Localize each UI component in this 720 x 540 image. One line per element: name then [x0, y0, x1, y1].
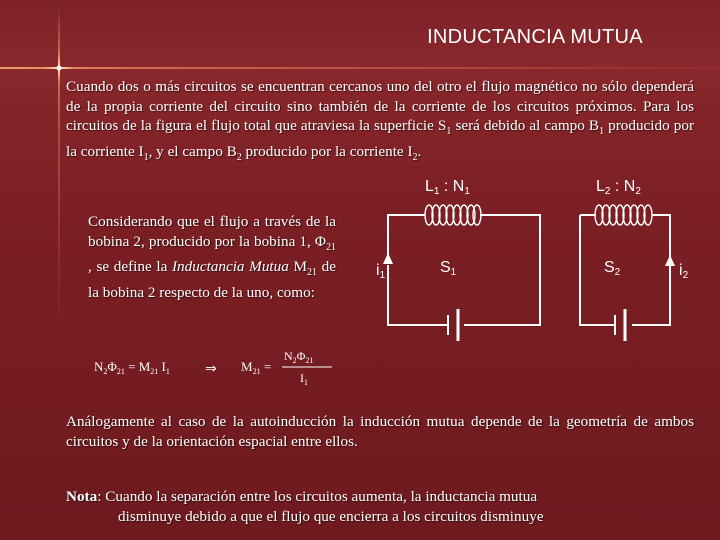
svg-text:N2Φ21: $N_2\Phi_{21}$ [284, 349, 314, 365]
vertical-accent-line [58, 0, 60, 330]
implies-symbol: ⇒ [205, 361, 217, 377]
svg-text:I1: $I_1$ [300, 371, 308, 387]
coil-1-label: L1 : N1 [425, 178, 470, 197]
note-label: Nota [66, 488, 98, 505]
definition-paragraph: Considerando que el flujo a través de la bobina 2, producido por la bobina 1, $\Phi_{21}$ , se define la Inductancia Mutua $M_{21}$ de la bobina 2 respecto de la uno, como: [88, 213, 337, 301]
svg-text:N2Φ21 = M21 I1: $N_2\Phi_{21} = M_{21}$ $I_1$ [94, 359, 170, 376]
circuit-diagram [370, 175, 710, 355]
surface-1-label: S1 [440, 259, 457, 278]
intro-paragraph: Cuando dos o más circuitos se encuentran cercanos uno del otro el flujo magnético no sólo dependerá de la propia corriente del circuito sino también de la corriente de los circuitos próximos. Para los circuitos de la figura el flujo total que atraviesa la superficie $S_1$ será debido al campo $B_1$ producido por la corriente $I_1$, y el campo $B_2$ producido por la corriente $I_2$. [66, 78, 695, 163]
circuit-1 [388, 215, 540, 341]
horizontal-accent-line [0, 67, 720, 69]
coil-2 [595, 205, 652, 225]
mutual-inductance-formula [88, 345, 348, 387]
conclusion-paragraph: Análogamente al caso de la autoinducción la inducción mutua depende de la geometría de ambos circuitos y de la orientación espacial entre ellos. [66, 413, 694, 450]
svg-text:M21 =: $M_{21}$ = [241, 359, 272, 376]
arrow-up-icon [383, 253, 393, 264]
surface-2-label: S2 [604, 259, 621, 278]
slide-title: INDUCTANCIA MUTUA [427, 26, 643, 48]
coil-1 [425, 205, 481, 225]
current-1-label: i1 [376, 262, 386, 281]
current-2-label: i2 [679, 262, 689, 281]
coil-2-label: L2 : N2 [596, 178, 641, 197]
circuit-2 [580, 215, 670, 341]
arrow-up-icon [665, 255, 675, 266]
note-paragraph: Nota: Cuando la separación entre los circuitos aumenta, la inductancia mutua disminuye debido a que el flujo que encierra a los circuitos disminuye [66, 488, 544, 525]
